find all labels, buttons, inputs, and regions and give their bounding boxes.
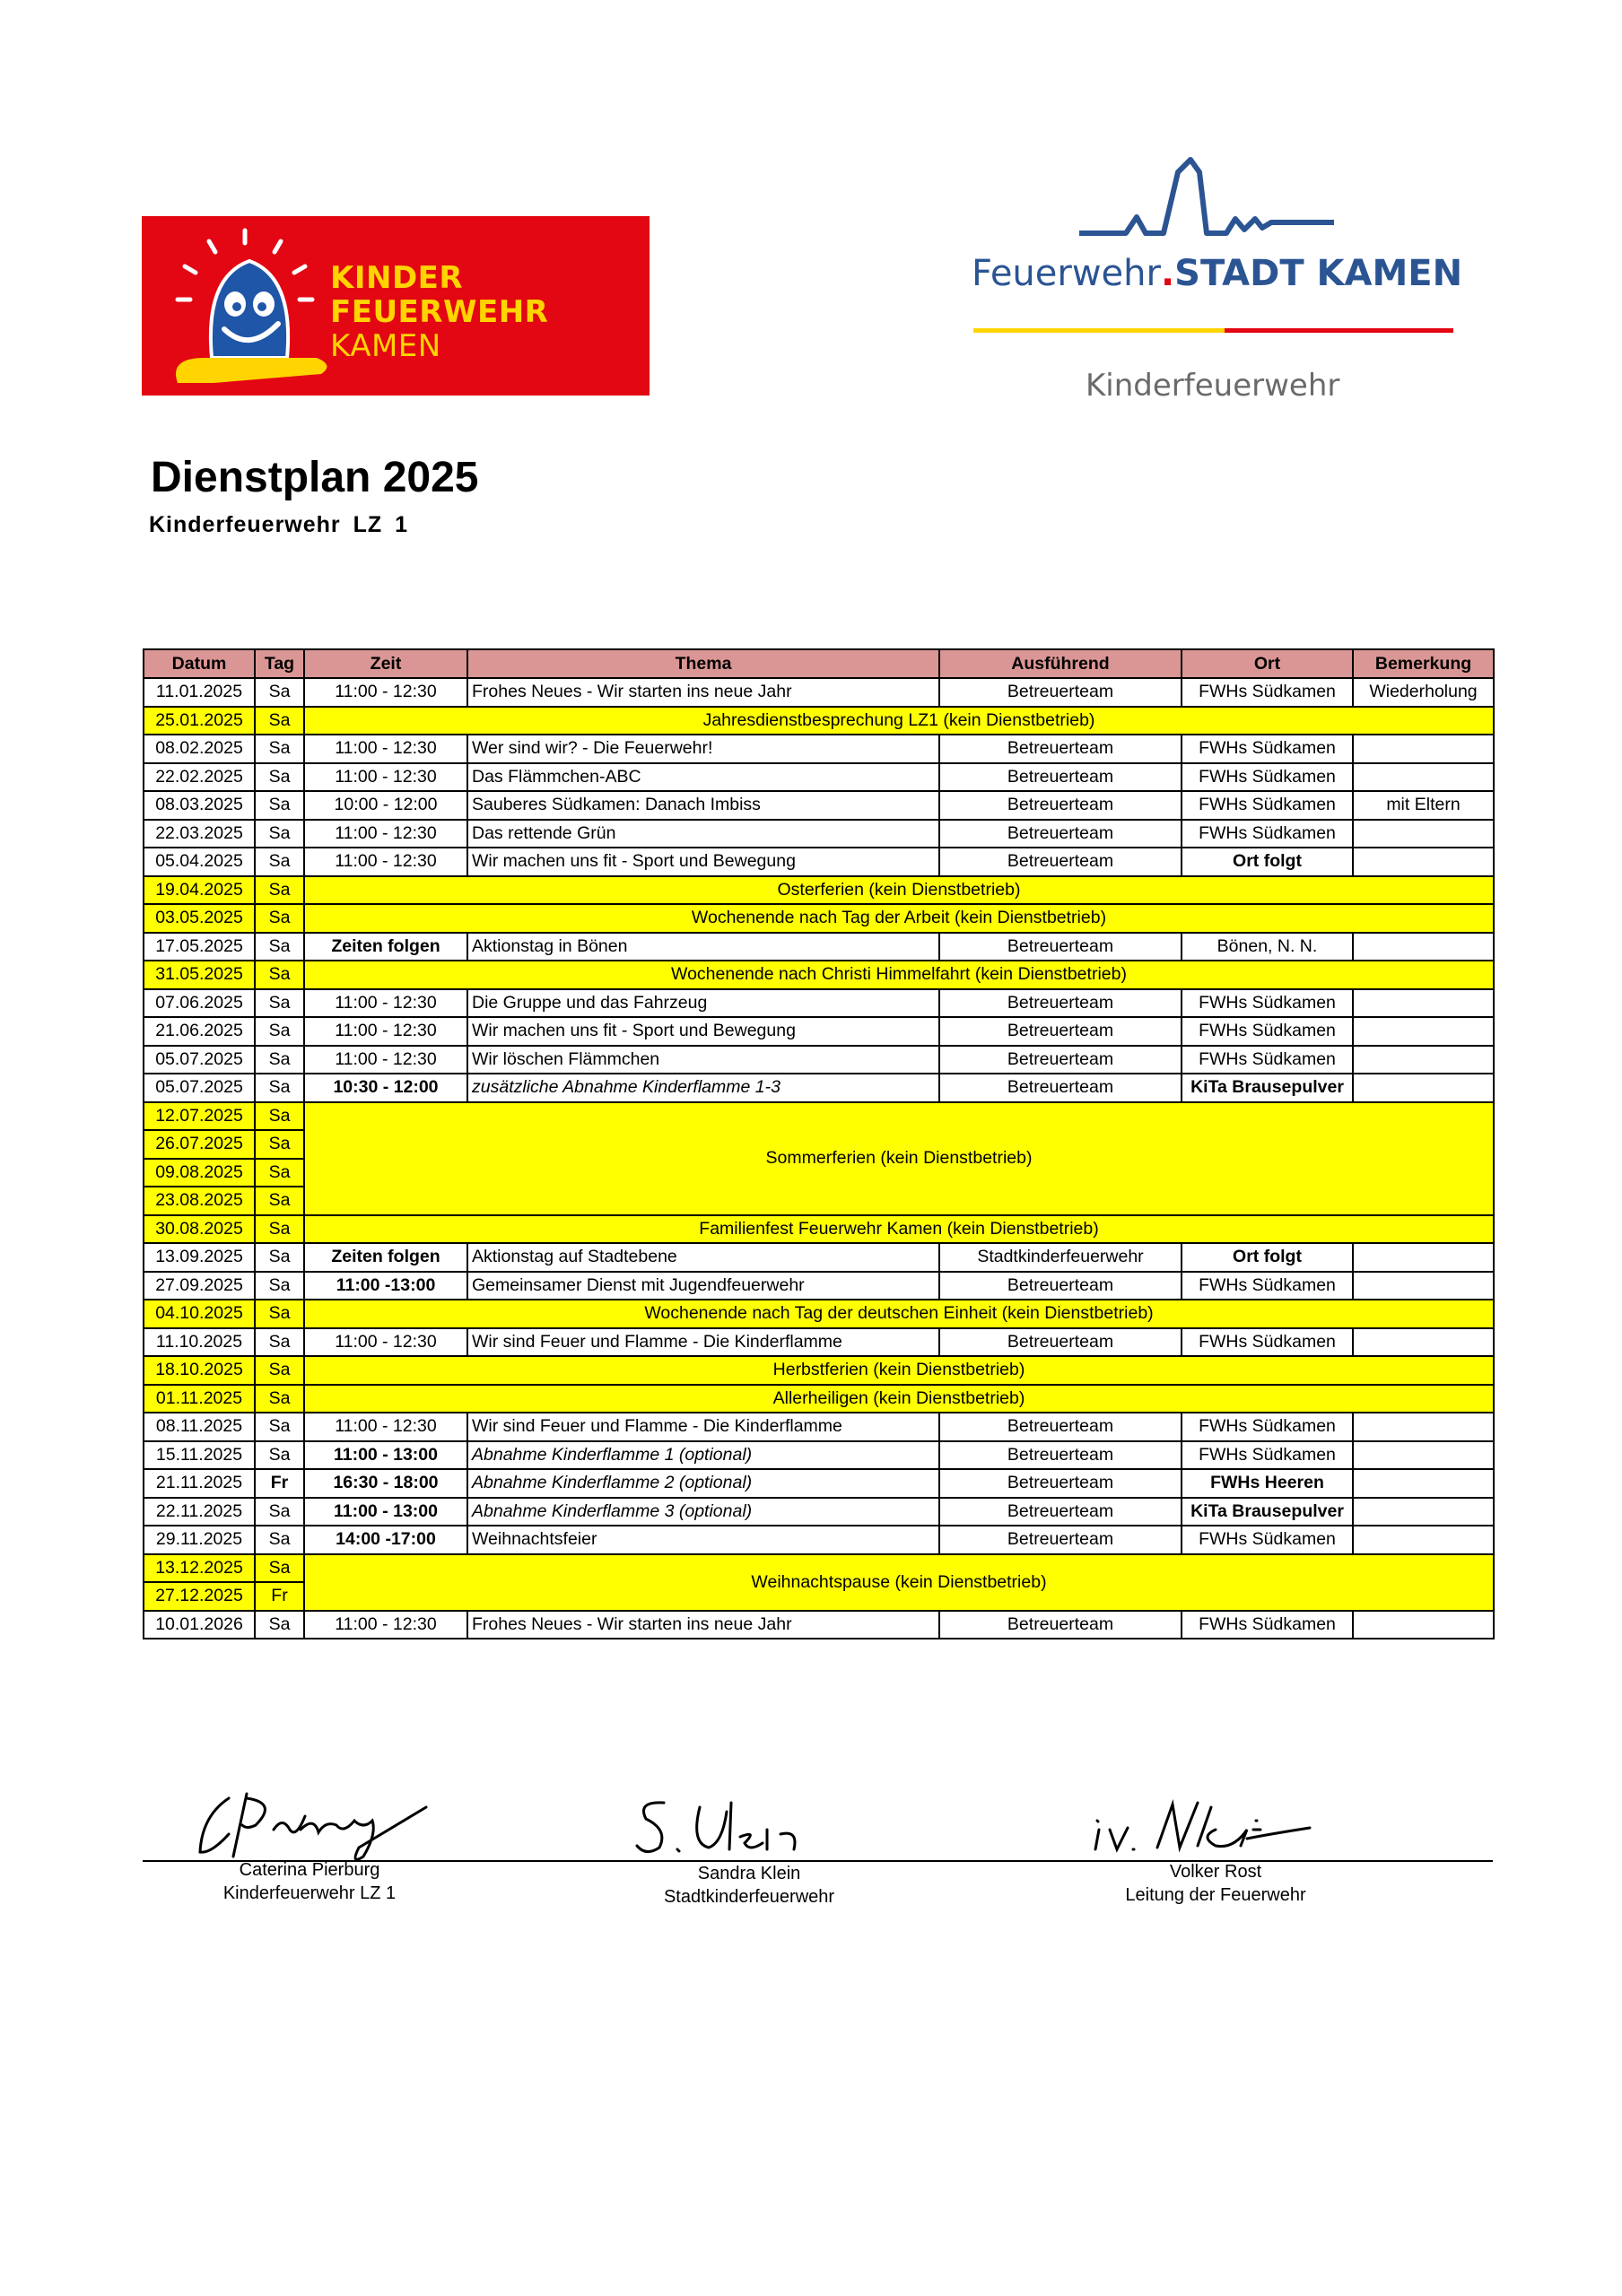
cell-day: Sa [255,1300,304,1328]
cell-date: 19.04.2025 [144,876,255,905]
table-row [144,1046,1494,1074]
cell-executing: Betreuerteam [939,1413,1182,1441]
table-row [144,791,1494,820]
cell-day: Sa [255,735,304,763]
cell-day: Sa [255,1017,304,1046]
logo-left-line1: KINDER [330,260,464,296]
table-row [144,1272,1494,1300]
header-zeit: Zeit [304,649,467,678]
cell-note [1353,1046,1494,1074]
table-row [144,848,1494,876]
cell-date: 21.11.2025 [144,1469,255,1498]
logo-left-line2: FEUERWEHR [330,294,549,330]
signature-pierburg-icon [193,1780,453,1866]
cell-day: Sa [255,1272,304,1300]
cell-date: 08.02.2025 [144,735,255,763]
cell-location: FWHs Südkamen [1182,1046,1353,1074]
cell-executing: Betreuerteam [939,678,1182,707]
cell-date: 13.12.2025 [144,1554,255,1583]
cell-time: 11:00 - 12:30 [304,1046,467,1074]
cell-topic: Wir sind Feuer und Flamme - Die Kinderflamme [467,1328,939,1357]
cell-date: 11.01.2025 [144,678,255,707]
cell-note [1353,735,1494,763]
cell-date: 26.07.2025 [144,1130,255,1159]
cell-executing: Betreuerteam [939,791,1182,820]
cell-day: Sa [255,791,304,820]
cell-executing: Betreuerteam [939,933,1182,961]
cell-time: 11:00 - 12:30 [304,735,467,763]
table-row [144,1243,1494,1272]
signature-role: Kinderfeuerwehr LZ 1 [222,1883,397,1903]
cell-topic: Wir löschen Flämmchen [467,1046,939,1074]
cell-holiday-note: Wochenende nach Tag der deutschen Einheit (kein Dienstbetrieb) [304,1300,1494,1328]
cell-day: Sa [255,1102,304,1131]
cell-date: 18.10.2025 [144,1356,255,1385]
cell-location: FWHs Südkamen [1182,1272,1353,1300]
cell-location: Bönen, N. N. [1182,933,1353,961]
cell-date: 15.11.2025 [144,1441,255,1470]
cell-topic: Wir sind Feuer und Flamme - Die Kinderflamme [467,1413,939,1441]
table-row [144,1017,1494,1046]
table-row [144,1385,1494,1413]
cell-date: 07.06.2025 [144,989,255,1018]
cell-day: Sa [255,1159,304,1187]
signature-block-1 [175,1858,444,1905]
cell-note [1353,1611,1494,1639]
cell-executing: Betreuerteam [939,1611,1182,1639]
cell-location: FWHs Südkamen [1182,1017,1353,1046]
cell-holiday-note: Wochenende nach Tag der Arbeit (kein Dienstbetrieb) [304,904,1494,933]
cell-date: 12.07.2025 [144,1102,255,1131]
table-row [144,1554,1494,1583]
cell-date: 08.03.2025 [144,791,255,820]
cell-topic: Wer sind wir? - Die Feuerwehr! [467,735,939,763]
table-row [144,933,1494,961]
cell-date: 22.11.2025 [144,1498,255,1526]
signature-role: Stadtkinderfeuerwehr [663,1887,835,1907]
feuerwehr-stadt-kamen-logo [964,152,1467,413]
cell-note [1353,1017,1494,1046]
table-row [144,1300,1494,1328]
logo-right-dot: . [1160,253,1175,294]
cell-time: Zeiten folgen [304,933,467,961]
cell-holiday-note: Osterferien (kein Dienstbetrieb) [304,876,1494,905]
cell-holiday-note: Sommerferien (kein Dienstbetrieb) [304,1102,1494,1215]
cell-executing: Betreuerteam [939,989,1182,1018]
cell-holiday-note: Weihnachtspause (kein Dienstbetrieb) [304,1554,1494,1611]
cell-day: Sa [255,1130,304,1159]
signature-block-3 [1077,1860,1355,1907]
cell-topic: Frohes Neues - Wir starten ins neue Jahr [467,678,939,707]
cell-topic: Abnahme Kinderflamme 2 (optional) [467,1469,939,1498]
cell-note [1353,1328,1494,1357]
cell-topic: Das Flämmchen-ABC [467,763,939,792]
cell-executing: Betreuerteam [939,848,1182,876]
cell-date: 17.05.2025 [144,933,255,961]
cell-location: FWHs Südkamen [1182,1526,1353,1554]
cell-time: 11:00 - 13:00 [304,1498,467,1526]
logo-right-subtitle: Kinderfeuerwehr [1086,368,1340,404]
cell-location: FWHs Südkamen [1182,1441,1353,1470]
cell-holiday-note: Jahresdienstbesprechung LZ1 (kein Dienstbetrieb) [304,707,1494,735]
cell-topic: Wir machen uns fit - Sport und Bewegung [467,848,939,876]
cell-day: Sa [255,933,304,961]
cell-time: 11:00 - 12:30 [304,1328,467,1357]
table-row [144,876,1494,905]
cell-time: 11:00 - 12:30 [304,1413,467,1441]
cell-location: FWHs Südkamen [1182,763,1353,792]
cell-note [1353,1272,1494,1300]
cell-day: Sa [255,1187,304,1215]
cell-day: Sa [255,1498,304,1526]
table-row [144,678,1494,707]
cell-day: Sa [255,763,304,792]
cell-time: 11:00 - 12:30 [304,1611,467,1639]
cell-date: 05.04.2025 [144,848,255,876]
signature-role: Leitung der Feuerwehr [1125,1885,1306,1905]
cell-time: 10:00 - 12:00 [304,791,467,820]
signature-block-2 [610,1862,888,1909]
cell-topic: Weihnachtsfeier [467,1526,939,1554]
cell-holiday-note: Wochenende nach Christi Himmelfahrt (kein Dienstbetrieb) [304,961,1494,989]
header-tag: Tag [255,649,304,678]
cell-topic: zusätzliche Abnahme Kinderflamme 1-3 [467,1074,939,1102]
fire-helmet-mascot-icon [160,223,330,394]
logo-stripe-red [1225,328,1453,333]
logo-right-title [972,253,1462,294]
cell-time: Zeiten folgen [304,1243,467,1272]
cell-note [1353,933,1494,961]
cell-day: Sa [255,876,304,905]
cell-time: 16:30 - 18:00 [304,1469,467,1498]
cell-topic: Abnahme Kinderflamme 1 (optional) [467,1441,939,1470]
cell-day: Sa [255,1328,304,1357]
cell-location: FWHs Südkamen [1182,989,1353,1018]
table-row [144,989,1494,1018]
cell-date: 08.11.2025 [144,1413,255,1441]
cell-date: 31.05.2025 [144,961,255,989]
cell-time: 11:00 - 13:00 [304,1441,467,1470]
table-row [144,1611,1494,1639]
cell-note [1353,1441,1494,1470]
cell-executing: Betreuerteam [939,763,1182,792]
table-row [144,735,1494,763]
table-row [144,1356,1494,1385]
logo-right-word2: STADT KAMEN [1174,253,1463,294]
page-subtitle: Kinderfeuerwehr LZ 1 [149,512,408,537]
skyline-line-icon [964,152,1467,251]
cell-topic: Das rettende Grün [467,820,939,848]
cell-topic: Abnahme Kinderflamme 3 (optional) [467,1498,939,1526]
cell-note: mit Eltern [1353,791,1494,820]
cell-day: Sa [255,1074,304,1102]
cell-date: 04.10.2025 [144,1300,255,1328]
cell-day: Sa [255,904,304,933]
cell-topic: Aktionstag in Bönen [467,933,939,961]
cell-location: FWHs Südkamen [1182,735,1353,763]
cell-location: FWHs Südkamen [1182,791,1353,820]
cell-day: Sa [255,1611,304,1639]
cell-location: FWHs Heeren [1182,1469,1353,1498]
header-bemerkung: Bemerkung [1353,649,1494,678]
table-row [144,1413,1494,1441]
cell-date: 30.08.2025 [144,1215,255,1244]
cell-date: 11.10.2025 [144,1328,255,1357]
cell-executing: Betreuerteam [939,1441,1182,1470]
cell-holiday-note: Allerheiligen (kein Dienstbetrieb) [304,1385,1494,1413]
cell-topic: Aktionstag auf Stadtebene [467,1243,939,1272]
cell-day: Sa [255,1385,304,1413]
cell-date: 01.11.2025 [144,1385,255,1413]
cell-day: Fr [255,1469,304,1498]
cell-topic: Frohes Neues - Wir starten ins neue Jahr [467,1611,939,1639]
cell-time: 11:00 - 12:30 [304,820,467,848]
cell-day: Sa [255,1046,304,1074]
logo-left-line3: KAMEN [330,328,441,364]
table-row [144,1074,1494,1102]
cell-note [1353,763,1494,792]
cell-note [1353,1498,1494,1526]
cell-day: Sa [255,1215,304,1244]
cell-executing: Betreuerteam [939,820,1182,848]
cell-time: 11:00 - 12:30 [304,763,467,792]
cell-executing: Stadtkinderfeuerwehr [939,1243,1182,1272]
cell-day: Fr [255,1582,304,1611]
cell-note [1353,1526,1494,1554]
table-row [144,1215,1494,1244]
table-row [144,763,1494,792]
cell-topic: Wir machen uns fit - Sport und Bewegung [467,1017,939,1046]
table-row [144,1102,1494,1131]
cell-day: Sa [255,707,304,735]
table-row [144,904,1494,933]
cell-topic: Die Gruppe und das Fahrzeug [467,989,939,1018]
cell-time: 11:00 - 12:30 [304,989,467,1018]
cell-executing: Betreuerteam [939,1017,1182,1046]
header-datum: Datum [144,649,255,678]
signature-name: Sandra Klein [697,1864,801,1883]
cell-day: Sa [255,1243,304,1272]
cell-executing: Betreuerteam [939,1498,1182,1526]
cell-date: 21.06.2025 [144,1017,255,1046]
cell-date: 29.11.2025 [144,1526,255,1554]
cell-topic: Sauberes Südkamen: Danach Imbiss [467,791,939,820]
cell-date: 10.01.2026 [144,1611,255,1639]
signature-klein-icon [632,1794,812,1861]
cell-location: FWHs Südkamen [1182,1611,1353,1639]
cell-location: KiTa Brausepulver [1182,1074,1353,1102]
cell-date: 13.09.2025 [144,1243,255,1272]
table-header-row [144,649,1494,678]
cell-note [1353,1413,1494,1441]
cell-location: FWHs Südkamen [1182,820,1353,848]
cell-executing: Betreuerteam [939,1272,1182,1300]
cell-date: 05.07.2025 [144,1074,255,1102]
cell-date: 25.01.2025 [144,707,255,735]
schedule-table [143,648,1495,1639]
cell-executing: Betreuerteam [939,1469,1182,1498]
cell-day: Sa [255,820,304,848]
cell-location: Ort folgt [1182,1243,1353,1272]
cell-note [1353,820,1494,848]
table-row [144,820,1494,848]
cell-note [1353,1074,1494,1102]
cell-executing: Betreuerteam [939,1526,1182,1554]
cell-date: 23.08.2025 [144,1187,255,1215]
signature-rost-icon [1090,1794,1323,1861]
logo-right-word1: Feuerwehr [972,253,1161,294]
cell-executing: Betreuerteam [939,1046,1182,1074]
table-row [144,1441,1494,1470]
signature-name: Caterina Pierburg [239,1860,380,1880]
cell-day: Sa [255,1441,304,1470]
cell-time: 11:00 - 12:30 [304,678,467,707]
cell-day: Sa [255,848,304,876]
cell-location: FWHs Südkamen [1182,1413,1353,1441]
cell-date: 05.07.2025 [144,1046,255,1074]
cell-day: Sa [255,1356,304,1385]
table-row [144,1469,1494,1498]
cell-day: Sa [255,678,304,707]
table-row [144,1328,1494,1357]
cell-executing: Betreuerteam [939,1074,1182,1102]
table-row [144,961,1494,989]
cell-holiday-note: Familienfest Feuerwehr Kamen (kein Dienstbetrieb) [304,1215,1494,1244]
cell-time: 11:00 - 12:30 [304,848,467,876]
header-ausfuehrend: Ausführend [939,649,1182,678]
cell-date: 27.09.2025 [144,1272,255,1300]
cell-date: 09.08.2025 [144,1159,255,1187]
cell-day: Sa [255,1554,304,1583]
cell-date: 27.12.2025 [144,1582,255,1611]
cell-note [1353,1469,1494,1498]
cell-executing: Betreuerteam [939,1328,1182,1357]
cell-day: Sa [255,1526,304,1554]
cell-location: FWHs Südkamen [1182,1328,1353,1357]
cell-time: 11:00 -13:00 [304,1272,467,1300]
kinderfeuerwehr-kamen-logo [142,216,650,396]
logo-left-text [330,261,548,363]
cell-note: Wiederholung [1353,678,1494,707]
cell-location: Ort folgt [1182,848,1353,876]
cell-time: 10:30 - 12:00 [304,1074,467,1102]
cell-day: Sa [255,1413,304,1441]
cell-date: 22.02.2025 [144,763,255,792]
cell-holiday-note: Herbstferien (kein Dienstbetrieb) [304,1356,1494,1385]
cell-location: FWHs Südkamen [1182,678,1353,707]
table-row [144,707,1494,735]
cell-day: Sa [255,989,304,1018]
cell-executing: Betreuerteam [939,735,1182,763]
cell-note [1353,848,1494,876]
schedule-body [144,678,1494,1639]
table-row [144,1498,1494,1526]
header-thema: Thema [467,649,939,678]
cell-time: 11:00 - 12:30 [304,1017,467,1046]
cell-time: 14:00 -17:00 [304,1526,467,1554]
cell-day: Sa [255,961,304,989]
cell-date: 22.03.2025 [144,820,255,848]
page-title: Dienstplan 2025 [151,454,479,501]
table-row [144,1526,1494,1554]
signature-name: Volker Rost [1169,1862,1262,1882]
cell-topic: Gemeinsamer Dienst mit Jugendfeuerwehr [467,1272,939,1300]
cell-note [1353,989,1494,1018]
cell-date: 03.05.2025 [144,904,255,933]
cell-location: KiTa Brausepulver [1182,1498,1353,1526]
header-ort: Ort [1182,649,1353,678]
cell-note [1353,1243,1494,1272]
